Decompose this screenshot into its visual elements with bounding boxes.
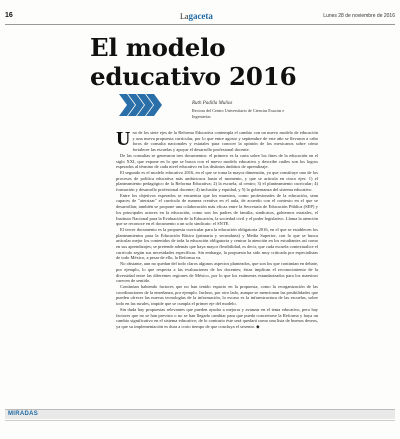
page-header: [0, 12, 400, 24]
article-title: El modelo educativo 2016: [90, 33, 297, 91]
paragraph-text: Sin duda hay propuestas relevantes que pueden ayudar a mejorar y avanzar en el tema educativo, pero hay factores que no se han previsto o no se han llegado cambiar para que pueda concretarse la Reforma y haya un cambio significativo en el sistema educativo; de lo contrario éste será quedará como una lista de buenos deseos, ya que su implementación es dura a corto tiempo de que concluya el sexenio.: [116, 306, 318, 329]
paragraph: No obstante, aun no quedan del todo claros algunos aspectos planteados, que son los que continúan en debate, por ejemplo, lo que respecta a las evaluaciones de los docentes; éstas implican el reconocimiento de la diversidad entre las diferentes regiones de México, por lo que los exámenes estandarizados para los maestros carecen de sentido.: [116, 261, 318, 284]
publication-prefix: La: [180, 12, 189, 21]
article-body: [116, 130, 318, 330]
drop-cap: U: [116, 128, 131, 150]
paragraph-text: no de los siete ejes de la Reforma Educativa contempla el cambio con un nuevo modelo de educación y una nueva propuesta curricular, por lo que entre agosto y septiembre de este año se llevaron a cabo foros de consulta nacionales y estatales para conocer la opinión de los mexicanos sobre cómo fortalecer las escuelas y apoyar el desarrollo profesional docente.: [132, 130, 318, 153]
byline: [192, 101, 302, 119]
section-bar: [5, 410, 395, 419]
author-affiliation: Rectora del Centro Universitario de Ciencias Exactas e Ingenierías: [192, 108, 285, 119]
header-divider: [5, 24, 395, 25]
paragraph: [116, 130, 318, 153]
paragraph: Continúan habiendo factores que no han tenido espacio en la propuesta, como la reorganización de las coordinaciones de la enseñanza, por ejemplo. Incluso, por otro lado, aunque se mencionan las posibilidades que pueden ofrecer las nuevas tecnologías de la información, lo escaso es la infraestructura de las escuelas, sobre todo en las rurales, impide que se cumpla el primer eje del modelo.: [116, 283, 318, 307]
section-label: MIRADAS: [8, 411, 39, 417]
paragraph: El segundo es el modelo educativo 2016, en el que se toma la mayor dimensión, ya que constituye uno de los procesos de política educativa más ambiciosos hasta el momento, y que se articula en cinco ejes: 1) el planteamiento pedagógico de la Reforma Educativa; 2) la escuela, al centro; 3) el planteamiento curricular; 4) formación y desarrollo profesional docente; 4) inclusión y equidad, y 5) la gobernanza del sistema educativo.: [116, 169, 318, 193]
issue-date: Lunes 28 de noviembre de 2016: [323, 13, 395, 19]
paragraph: El tercer documento es la propuesta curricular para la educación obligatoria 2016, en el que se establecen los planteamientos para la Educación Básica (primaria y secundaria) y Media Superior, con lo que se busca articular mejor los contenidos de toda la educación obligatoria y centrar la atención en los estudiantes así como en sus aprendizajes; se pretende además que haya mayor flexibilidad, es decir, que cada escuela contextualice el currículo según sus necesidades específicas. Sin embargo, la propuesta ha sido muy criticada por especialistas de todo México, a pesar de ello, la Reforma va.: [116, 226, 318, 261]
author-name: Ruth Padilla Muñoz: [192, 101, 233, 106]
publication-logo: [180, 11, 213, 21]
publication-name: gaceta: [188, 11, 213, 21]
paragraph: De las consultas se generaron tres documentos: el primero es la carta sobre los fines de la educación en el siglo XXI, que expone en lo que se busca con el nuevo modelo educativo y describe cuáles son los logros esperados al término de cada nivel educativo en los distintos ámbitos de aprendizaje.: [116, 152, 318, 170]
paragraph: [116, 307, 318, 330]
page-number: 16: [5, 12, 13, 19]
paragraph: Entre los objetivos esperados se encuentra que los maestros, como profesionales de la educación, sean capaces de "aterrizar" el currículo de manera creativa en el aula, de acuerdo con el contexto en el que se desarrollan; también se propone una colaboración más eficaz entre la Secretaría de Educación Pública (SEP) y los principales actores en la educación, como son los padres de familia, sindicatos, gobiernos estatales, el Instituto Nacional para la Evaluación de la Educación, la sociedad civil y el poder legislativo. Llama la atención que se reconoce en el documento a un solo sindicato: el SNTE.: [116, 192, 318, 227]
blue-chevrons-icon: [119, 94, 163, 116]
bottom-divider: [5, 420, 395, 421]
end-mark: ◆: [256, 323, 260, 329]
